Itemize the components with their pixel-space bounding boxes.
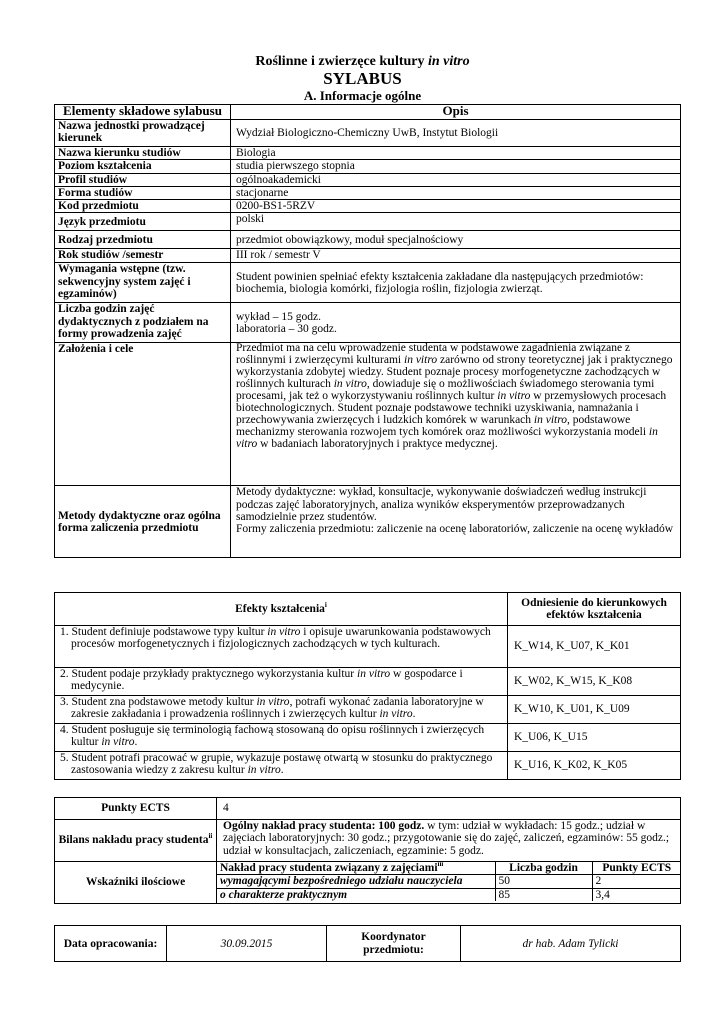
hours-label: Liczba godzin zajęć dydaktycznych z podziałem na formy prowadzenia zajęć	[55, 303, 231, 343]
language-value: polski	[231, 213, 681, 231]
work-header: Nakład pracy studenta związany z zajęciami$^{iii}$	[217, 862, 495, 875]
requirements-label: Wymagania wstępne (tzw. sekwencyjny system zajęć i egzaminów)	[55, 263, 231, 303]
year-value: III rok / semestr V	[231, 249, 681, 263]
year-label: Rok studiów /semestr	[55, 249, 231, 263]
field-label: Nazwa kierunku studiów	[55, 147, 231, 160]
unit-label: Nazwa jednostki prowadzącej kierunek	[55, 120, 231, 147]
ects-points-label: Punkty ECTS	[55, 798, 217, 820]
outcome-code: K_W14, K_U07, K_K01	[508, 626, 681, 668]
indicators-table	[217, 862, 681, 901]
general-info-table	[54, 104, 681, 558]
ects-points-value: 4	[217, 798, 681, 820]
code-value: 0200-BS1-5RZV	[231, 200, 681, 213]
document-subtitle: SYLABUS	[323, 69, 402, 88]
profile-label: Profil studiów	[55, 173, 231, 186]
level-value: studia pierwszego stopnia	[231, 160, 681, 173]
ects-table	[54, 797, 681, 904]
outcome-code: K_W10, K_U01, K_U09	[508, 696, 681, 724]
coordinator-value: dr hab. Adam Tylicki	[461, 926, 681, 962]
goals-value: Przedmiot ma na celu wprowadzenie studenta w podstawowe zagadnienia związane z roślinnymi i zwierzęcymi kulturami in vitro zarówno od strony teoretycznej jak i praktycznego wykorzystania zdobytej wiedzy. Student poznaje procesy morfogenetyczne zachodzących w roślinnych kulturach in vitro, dowiaduje się o możliwościach świadomego sterowania tymi procesami, jak też o wykorzystywaniu roślinnych kultur in vitro w przemysłowych procesach biotechnologicznych. Student poznaje podstawowe techniki uzyskiwania, namnażania i przechowywania zwierzęcych i ludzkich komórek w warunkach in vitro, podstawowe mechanizmy sterowania rozwojem tych komórek oraz możliwości wykorzystania modeli in vitro w badaniach laboratoryjnych i praktyce medycznej.	[231, 343, 681, 486]
hours-lab: laboratoria – 30 godz.	[236, 322, 337, 335]
coordinator-label: Koordynator przedmiotu:	[327, 926, 461, 962]
date-label: Data opracowania:	[55, 926, 167, 962]
type-label: Rodzaj przedmiotu	[55, 231, 231, 249]
quantitative-indicators-label: Wskaźniki ilościowe	[55, 862, 217, 904]
section-heading: A. Informacje ogólne	[303, 88, 422, 103]
quantitative-indicators	[217, 862, 681, 904]
reference-header: Odniesienie do kierunkowych efektów kształcenia	[508, 593, 681, 626]
column-header-elements: Elementy składowe sylabusu	[55, 105, 231, 120]
type-value: przedmiot obowiązkowy, moduł specjalnościowy	[231, 231, 681, 249]
field-value: Biologia	[231, 147, 681, 160]
outcome-row: 1. Student definiuje podstawowe typy kultur in vitro i opisuje uwarunkowania podstawowych procesów morfogenetycznych i fizjologicznych zachodzących w tych kulturach.	[55, 626, 508, 668]
form-value: stacjonarne	[231, 186, 681, 199]
code-label: Kod przedmiotu	[55, 200, 231, 213]
unit-value: Wydział Biologiczno-Chemiczny UwB, Instytut Biologii	[231, 120, 681, 147]
points-header: Punkty ECTS	[592, 862, 681, 875]
methods-value: Metody dydaktyczne: wykład, konsultacje, wykonywanie doświadczeń według instrukcji podczas zajęć laboratoryjnych, analiza wyników eksperymentów przeprowadzanych samodzielnie przez studentów. Formy zaliczenia przedmiotu: zaliczenie na ocenę laboratoriów, zaliczenie na ocenę wykładów	[231, 486, 681, 558]
column-header-description: Opis	[231, 105, 681, 120]
hours-header: Liczba godzin	[495, 862, 592, 875]
indicator-points: 3,4	[595, 888, 610, 901]
outcome-code: K_U06, K_U15	[508, 724, 681, 752]
methods-label: Metody dydaktyczne oraz ogólna forma zaliczenia przedmiotu	[55, 486, 231, 558]
footer-table	[54, 925, 681, 962]
indicator-label: wymagającymi bezpośredniego udziału nauczyciela	[217, 875, 495, 888]
outcome-code: K_W02, K_W15, K_K08	[508, 668, 681, 696]
goals-label: Założenia i cele	[55, 343, 231, 486]
hours-lecture: wykład – 15 godz.	[236, 310, 321, 323]
language-label: Język przedmiotu	[55, 213, 231, 231]
outcomes-header: Efekty kształcenia$^i$	[55, 593, 508, 626]
indicator-points: 2	[592, 875, 681, 888]
outcome-row: 3. Student zna podstawowe metody kultur in vitro, potrafi wykonać zadania laboratoryjne w zakresie zakładania i prowadzenia roślinnych i zwierzęcych kultur in vitro.	[55, 696, 508, 724]
indicator-hours: 85	[495, 888, 592, 901]
indicator-label: o charakterze praktycznym	[217, 888, 495, 901]
profile-value: ogólnoakademicki	[231, 173, 681, 186]
document-title: Roślinne i zwierzęce kultury in vitro	[255, 54, 470, 69]
workload-balance-value: Ogólny nakład pracy studenta: 100 godz. w tym: udział w wykładach: 15 godz.; udział w zajęciach laboratoryjnych: 30 godz.; przygotowanie się do zajęć, zaliczeń, egzaminów: 55 godz.; udział w konsultacjach, zaliczeniach, egzaminie: 5 godz.	[217, 820, 681, 862]
workload-balance-label: Bilans nakładu pracy studenta$^{ii}$	[55, 820, 217, 862]
learning-outcomes-table	[54, 592, 681, 780]
hours-value	[231, 303, 681, 343]
requirements-value: Student powinien spełniać efekty kształcenia zakładane dla następujących przedmiotów: biochemia, biologia komórki, fizjologia roślin, fizjologia zwierząt.	[231, 263, 681, 303]
form-label: Forma studiów	[55, 186, 231, 199]
date-value: 30.09.2015	[167, 926, 327, 962]
outcome-code: K_U16, K_K02, K_K05	[508, 752, 681, 780]
outcome-row: 4. Student posługuje się terminologią fachową stosowaną do opisu roślinnych i zwierzęcych kultur in vitro.	[55, 724, 508, 752]
outcome-row: 2. Student podaje przykłady praktycznego wykorzystania kultur in vitro w gospodarce i medycynie.	[55, 668, 508, 696]
outcome-row: 5. Student potrafi pracować w grupie, wykazuje postawę otwartą w stosunku do praktycznego zastosowania wiedzy z zakresu kultur in vitro.	[55, 752, 508, 780]
indicator-hours: 50	[495, 875, 592, 888]
level-label: Poziom kształcenia	[55, 160, 231, 173]
